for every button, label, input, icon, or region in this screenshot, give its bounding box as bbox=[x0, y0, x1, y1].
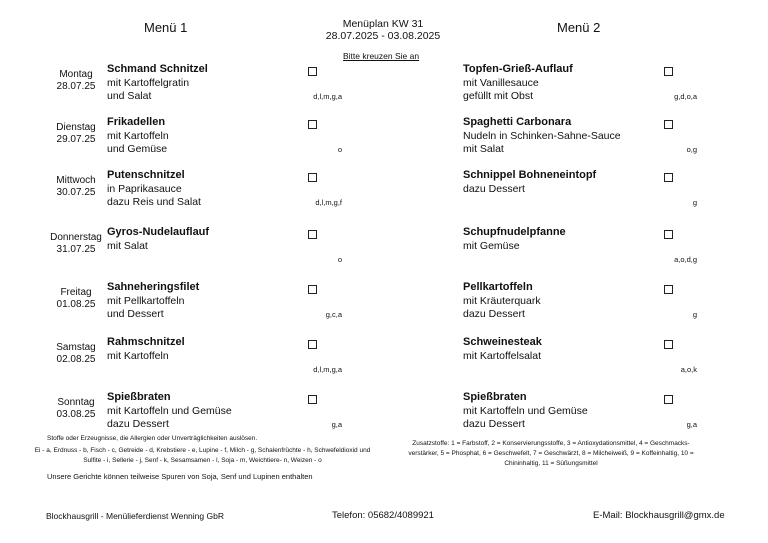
menu2-dish-title: Pellkartoffeln bbox=[463, 281, 533, 293]
menu1-dish-title: Putenschnitzel bbox=[107, 169, 185, 181]
menu2-dish-title: Topfen-Grieß-Auflauf bbox=[463, 63, 573, 75]
menu2-allergen-codes: o,g bbox=[686, 145, 697, 154]
menu1-dish-line1: mit Kartoffeln bbox=[107, 349, 169, 362]
instruction-text: Bitte kreuzen Sie an bbox=[343, 51, 420, 61]
menu2-dish-line1: mit Kräuterquark bbox=[463, 294, 541, 307]
menu2-checkbox[interactable] bbox=[664, 120, 673, 129]
menu2-dish-line2: mit Salat bbox=[463, 143, 504, 155]
allergen-line-1: Ei - a, Erdnuss - b, Fisch - c, Getreide - d, Krebstiere - e, Lupine - f, Milch - g, Schalenfrüchte - h, Schwefeldioxid und bbox=[34, 447, 371, 454]
menu2-dish bbox=[463, 391, 588, 432]
plan-title: Menüplan KW 31 bbox=[342, 18, 424, 30]
menu1-dish-title: Spießbraten bbox=[107, 391, 171, 403]
allergen-line-2: Sulfite - i, Sellerie - j, Senf - k, Sesamsamen - l, Soja - m, Weichtiere- n, Weizen - o bbox=[83, 457, 322, 464]
menu2-checkbox[interactable] bbox=[664, 173, 673, 182]
day-date: 02.08.25 bbox=[56, 354, 96, 365]
menu2-dish-line1: mit Kartoffelsalat bbox=[463, 349, 542, 362]
day-date: 29.07.25 bbox=[56, 134, 96, 145]
menu2-checkbox[interactable] bbox=[664, 340, 673, 349]
menu1-dish-line1: mit Kartoffelgratin bbox=[107, 76, 190, 89]
menu2-allergen-codes: a,o,d,g bbox=[674, 255, 697, 264]
menu2-dish-line1: mit Kartoffeln und Gemüse bbox=[463, 404, 588, 417]
menu1-dish-line2: und Dessert bbox=[107, 308, 164, 320]
allergen-heading: Stoffe oder Erzeugnisse, die Allergien oder Unverträglichkeiten auslösen. bbox=[47, 435, 258, 442]
menu2-dish-title: Schnippel Bohneneintopf bbox=[463, 169, 597, 181]
menu2-checkbox[interactable] bbox=[664, 230, 673, 239]
menu1-dish-line2: dazu Dessert bbox=[107, 418, 169, 430]
day-date: 31.07.25 bbox=[56, 244, 96, 255]
menu1-dish bbox=[107, 336, 185, 363]
menu2-allergen-codes: g,d,o,a bbox=[674, 92, 697, 101]
day-name: Montag bbox=[59, 69, 93, 80]
day-name: Samstag bbox=[56, 342, 96, 353]
phone-number: Telefon: 05682/4089921 bbox=[332, 510, 434, 521]
menu1-dish-line1: mit Salat bbox=[107, 239, 148, 252]
menu1-dish-line2: und Salat bbox=[107, 90, 152, 102]
menu1-allergen-codes: d,l,m,g,a bbox=[313, 92, 342, 101]
menu2-dish bbox=[463, 281, 541, 322]
menu2-dish-line1: Nudeln in Schinken-Sahne-Sauce bbox=[463, 129, 621, 142]
menu1-dish-line1: mit Kartoffeln bbox=[107, 129, 169, 142]
menu2-allergen-codes: g,a bbox=[686, 420, 697, 429]
menu1-checkbox[interactable] bbox=[308, 395, 317, 404]
menu2-heading: Menü 2 bbox=[557, 20, 601, 35]
menu2-dish-title: Schupfnudelpfanne bbox=[463, 226, 566, 238]
additives-line-3: Chininhaltig, 11 = Süßungsmittel bbox=[504, 460, 598, 467]
menu1-dish-line1: mit Kartoffeln und Gemüse bbox=[107, 404, 232, 417]
day-name: Donnerstag bbox=[50, 232, 102, 243]
menu2-allergen-codes: a,o,k bbox=[680, 365, 697, 374]
day-date: 03.08.25 bbox=[56, 409, 96, 420]
menu1-heading: Menü 1 bbox=[144, 20, 188, 35]
menu1-dish-title: Sahneheringsfilet bbox=[107, 281, 200, 293]
menu1-dish-title: Gyros-Nudelauflauf bbox=[107, 226, 210, 238]
menu2-dish bbox=[463, 169, 596, 196]
menu1-checkbox[interactable] bbox=[308, 285, 317, 294]
day-name: Mittwoch bbox=[56, 175, 96, 186]
email-address[interactable]: E-Mail: Blockhausgrill@gmx.de bbox=[593, 510, 725, 521]
menu1-dish bbox=[107, 63, 208, 104]
menu2-dish bbox=[463, 336, 542, 363]
menu2-dish-title: Spaghetti Carbonara bbox=[463, 116, 572, 128]
day-date: 01.08.25 bbox=[56, 299, 96, 310]
plan-dates: 28.07.2025 - 03.08.2025 bbox=[325, 30, 441, 42]
menu1-dish-title: Rahmschnitzel bbox=[107, 336, 185, 348]
menu1-dish-title: Frikadellen bbox=[107, 116, 166, 128]
menu1-checkbox[interactable] bbox=[308, 67, 317, 76]
day-name: Dienstag bbox=[56, 122, 96, 133]
menu2-dish bbox=[463, 63, 573, 104]
menu2-dish-line2: dazu Dessert bbox=[463, 308, 525, 320]
menu1-allergen-codes: d,l,m,g,f bbox=[315, 198, 342, 207]
company-name: Blockhausgrill - Menülieferdienst Wenning GbR bbox=[46, 511, 224, 521]
menu1-allergen-codes: d,l,m,g,a bbox=[313, 365, 342, 374]
menu1-checkbox[interactable] bbox=[308, 340, 317, 349]
menu1-dish bbox=[107, 169, 201, 210]
menu1-dish-line1: in Paprikasauce bbox=[107, 182, 182, 195]
menu1-dish bbox=[107, 226, 209, 253]
day-date: 30.07.25 bbox=[56, 187, 96, 198]
menu1-dish-line2: dazu Reis und Salat bbox=[107, 196, 201, 208]
menu1-dish bbox=[107, 116, 169, 157]
trace-note: Unsere Gerichte können teilweise Spuren von Soja, Senf und Lupinen enthalten bbox=[47, 472, 313, 481]
menu2-dish-line2: dazu Dessert bbox=[463, 418, 525, 430]
menu2-dish-line2: gefüllt mit Obst bbox=[463, 90, 534, 102]
menu1-dish bbox=[107, 391, 232, 432]
menu2-allergen-codes: g bbox=[692, 198, 697, 207]
menu1-checkbox[interactable] bbox=[308, 230, 317, 239]
day-name: Sonntag bbox=[57, 397, 95, 408]
menu2-checkbox[interactable] bbox=[664, 395, 673, 404]
menu1-checkbox[interactable] bbox=[308, 120, 317, 129]
day-name: Freitag bbox=[60, 287, 92, 298]
menu1-dish-line2: und Gemüse bbox=[107, 143, 168, 155]
day-date: 28.07.25 bbox=[56, 81, 96, 92]
menu1-allergen-codes: g,c,a bbox=[325, 310, 342, 319]
menu2-checkbox[interactable] bbox=[664, 67, 673, 76]
menu1-allergen-codes: o bbox=[337, 145, 342, 154]
additives-line-1: Zusatzstoffe: 1 = Farbstoff, 2 = Konservierungsstoffe, 3 = Antioxydationsmittel, 4 = Geschmacks- bbox=[412, 440, 690, 447]
menu2-dish-line1: mit Gemüse bbox=[463, 239, 520, 252]
menu2-allergen-codes: g bbox=[692, 310, 697, 319]
menu1-allergen-codes: o bbox=[337, 255, 342, 264]
menu2-dish-title: Spießbraten bbox=[463, 391, 527, 403]
menu2-dish-line1: mit Vanillesauce bbox=[463, 76, 539, 89]
menu2-dish bbox=[463, 226, 566, 253]
menu2-dish-line1: dazu Dessert bbox=[463, 182, 525, 195]
menu1-dish bbox=[107, 281, 199, 322]
menu1-dish-title: Schmand Schnitzel bbox=[107, 63, 208, 75]
additives-line-2: verstärker, 5 = Phosphat, 6 = Geschwefelt, 7 = Geschwärzt, 8 = Milcheiweiß, 9 = Koffeinhaltig, 10 = bbox=[408, 450, 694, 457]
menu1-checkbox[interactable] bbox=[308, 173, 317, 182]
menu2-checkbox[interactable] bbox=[664, 285, 673, 294]
menu2-dish-title: Schweinesteak bbox=[463, 336, 542, 348]
menu1-dish-line1: mit Pellkartoffeln bbox=[107, 294, 185, 307]
menu1-allergen-codes: g,a bbox=[331, 420, 342, 429]
